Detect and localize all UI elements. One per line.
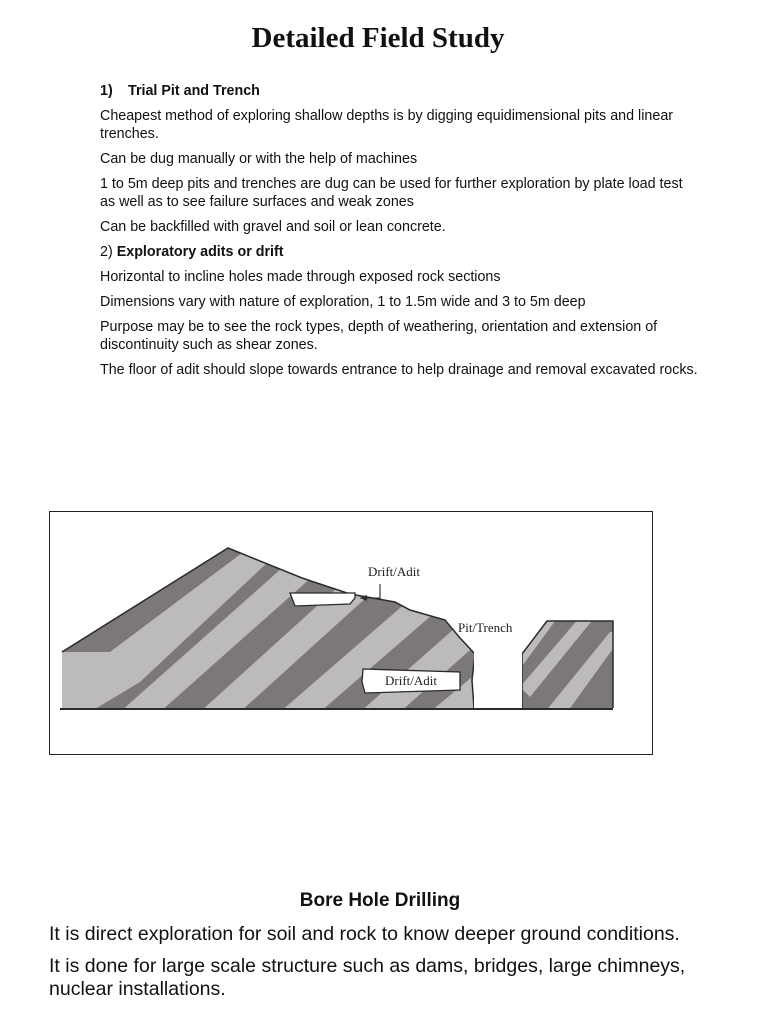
paragraph: It is done for large scale structure such as dams, bridges, large chimneys, nuclear installations. (49, 955, 686, 1000)
bore-hole-heading: Bore Hole Drilling (299, 890, 461, 911)
section-heading-text: Exploratory adits or drift (116, 244, 284, 260)
paragraph: Horizontal to incline holes made through exposed rock sections (100, 269, 501, 285)
bore-hole-text (49, 923, 749, 1010)
paragraph: 1 to 5m deep pits and trenches are dug can be used for further exploration by plate load test as well as to see failure surfaces and weak zones (100, 176, 683, 210)
exploration-diagram (49, 511, 653, 755)
pit-trench (474, 644, 522, 710)
paragraph: Dimensions vary with nature of exploration, 1 to 1.5m wide and 3 to 5m deep (100, 294, 586, 310)
field-study-text (100, 82, 700, 386)
paragraph: Purpose may be to see the rock types, depth of weathering, orientation and extension of discontinuity such as shear zones. (100, 319, 658, 353)
paragraph: Cheapest method of exploring shallow depths is by digging equidimensional pits and linear trenches. (100, 108, 674, 142)
upper-adit (290, 593, 355, 606)
paragraph: Can be dug manually or with the help of machines (100, 151, 418, 167)
paragraph: The floor of adit should slope towards entrance to help drainage and removal excavated rocks. (100, 362, 698, 378)
section-number: 1) (100, 83, 113, 99)
label-drift-lower: Drift/Adit (385, 673, 437, 688)
section-heading-adits (100, 243, 700, 261)
label-pit-trench: Pit/Trench (458, 620, 513, 635)
cross-section-svg (50, 512, 652, 754)
section-number: 2) (100, 244, 113, 260)
paragraph: It is direct exploration for soil and rock to know deeper ground conditions. (49, 923, 680, 945)
paragraph: Can be backfilled with gravel and soil or lean concrete. (100, 219, 446, 235)
label-drift-upper: Drift/Adit (368, 564, 420, 579)
section-heading-text: Trial Pit and Trench (128, 83, 260, 99)
page-title: Detailed Field Study (251, 22, 505, 54)
section-heading-trial-pit (100, 82, 700, 100)
